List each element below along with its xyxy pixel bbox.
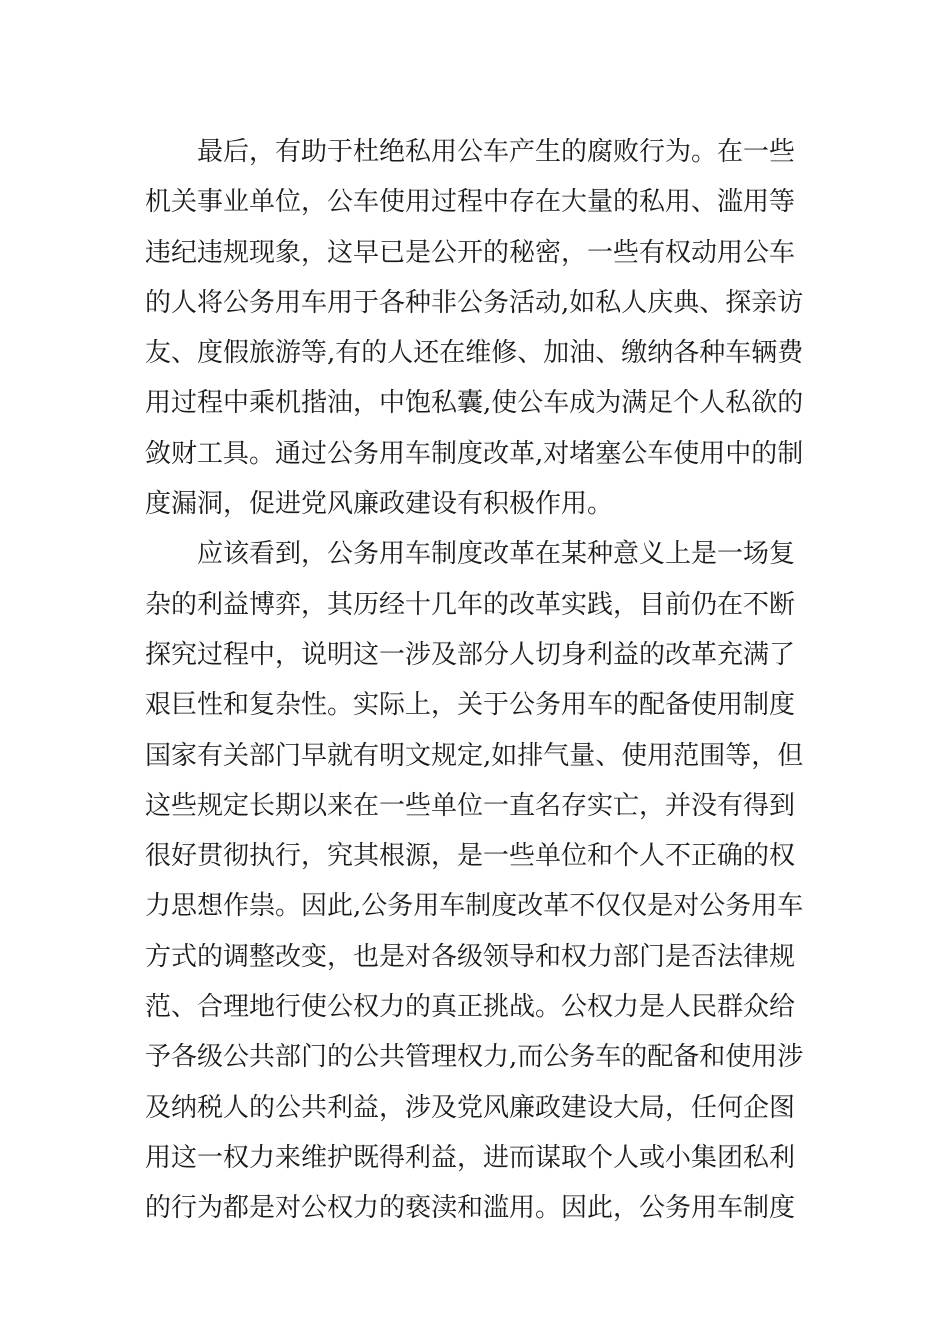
text-line: 机关事业单位，公车使用过程中存在大量的私用、滥用等 [145,187,796,218]
text-line: 应该看到，公务用车制度改革在某种意义上是一场复 [197,539,796,570]
paragraph-2 [145,529,805,1233]
text-line: 敛财工具。通过公务用车制度改革,对堵塞公车使用中的制 [145,438,804,469]
text-line: 友、度假旅游等,有的人还在维修、加油、缴纳各种车辆费 [145,338,804,369]
text-line: 的行为都是对公权力的亵渎和滥用。因此，公务用车制度 [145,1193,796,1224]
text-line: 度漏洞，促进党风廉政建设有积极作用。 [145,489,614,520]
text-line: 范、合理地行使公权力的真正挑战。公权力是人民群众给 [145,992,796,1023]
text-line: 用这一权力来维护既得利益，进而谋取个人或小集团私利 [145,1142,796,1173]
text-line: 力思想作祟。因此,公务用车制度改革不仅仅是对公务用车 [145,891,804,922]
text-line: 很好贯彻执行，究其根源，是一些单位和个人不正确的权 [145,841,796,872]
text-line: 这些规定长期以来在一些单位一直名存实亡，并没有得到 [145,790,796,821]
text-line: 最后，有助于杜绝私用公车产生的腐败行为。在一些 [197,137,796,167]
text-line: 违纪违规现象，这早已是公开的秘密，一些有权动用公车 [145,237,796,268]
text-line: 杂的利益博弈，其历经十几年的改革实践，目前仍在不断 [145,589,796,620]
text-line: 及纳税人的公共利益，涉及党风廉政建设大局，任何企图 [145,1092,796,1123]
paragraph-1 [145,127,805,529]
text-line: 国家有关部门早就有明文规定,如排气量、使用范围等，但 [145,740,804,771]
text-line: 方式的调整改变，也是对各级领导和权力部门是否法律规 [145,941,796,972]
text-line: 艰巨性和复杂性。实际上，关于公务用车的配备使用制度 [145,690,796,721]
text-line: 予各级公共部门的公共管理权力,而公务车的配备和使用涉 [145,1042,804,1073]
text-line: 的人将公务用车用于各种非公务活动,如私人庆典、探亲访 [145,287,804,318]
body-text [145,127,805,1234]
text-line: 用过程中乘机揩油，中饱私囊,使公车成为满足个人私欲的 [145,388,804,419]
text-line: 探究过程中，说明这一涉及部分人切身利益的改革充满了 [145,639,796,670]
